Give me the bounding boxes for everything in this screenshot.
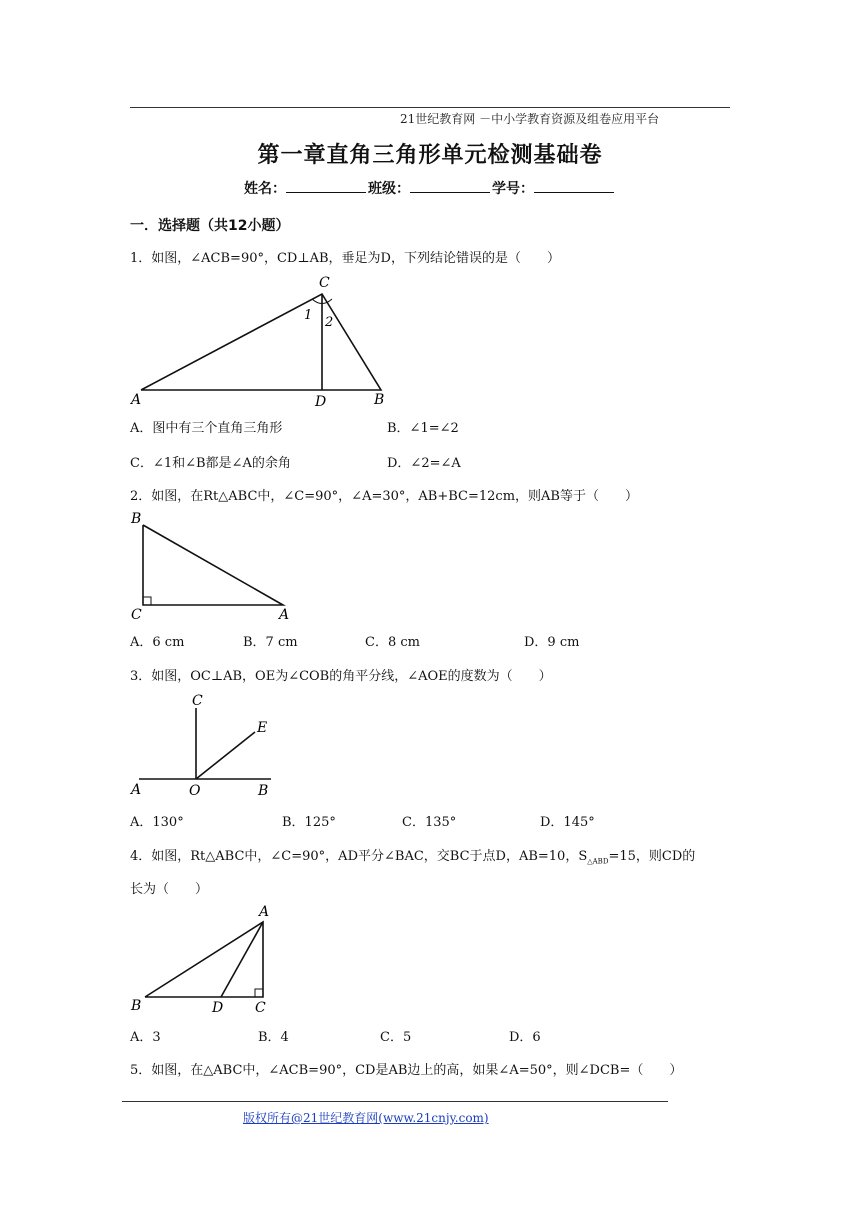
q4-option-b[interactable]: B．4 [258, 1030, 289, 1045]
page-title: 第一章直角三角形单元检测基础卷 [257, 143, 603, 168]
question-3-text: 3．如图，OC⊥AB，OE为∠COB的角平分线，∠AOE的度数为（ ） [130, 669, 552, 684]
question-5-text: 5．如图，在△ABC中，∠ACB=90°，CD是AB边上的高，如果∠A=50°，则∠DCB=（ ） [130, 1063, 683, 1078]
q4-option-a[interactable]: A．3 [130, 1030, 161, 1045]
q3-label-c: C [192, 693, 203, 709]
q1-option-d[interactable]: D．∠2=∠A [387, 456, 461, 471]
q2-option-a[interactable]: A．6 cm [130, 635, 185, 650]
q1-label-a: A [131, 392, 142, 408]
q3-option-d[interactable]: D．145° [540, 815, 595, 830]
q3-label-o: O [189, 783, 201, 799]
q4-option-c[interactable]: C．5 [380, 1030, 412, 1045]
student-info [0, 178, 860, 198]
q3-label-b: B [258, 783, 269, 799]
q3-label-e: E [257, 720, 268, 736]
header-rule [130, 107, 730, 108]
q4-option-d[interactable]: D．6 [509, 1030, 541, 1045]
q1-label-d: D [315, 394, 327, 410]
q4-label-d: D [212, 1000, 224, 1016]
footer-copyright-link[interactable]: 版权所有@21世纪教育网(www.21cnjy.com) [243, 1111, 489, 1125]
question-4-line-2: 长为（ ） [130, 882, 209, 897]
q2-option-b[interactable]: B．7 cm [243, 635, 298, 650]
section-title: 一．选择题（共12小题） [130, 218, 290, 234]
id-blank[interactable] [534, 178, 614, 193]
q2-label-a: A [279, 607, 290, 623]
q3-option-a[interactable]: A．130° [130, 815, 184, 830]
q3-label-a: A [131, 782, 142, 798]
name-blank[interactable] [286, 178, 366, 193]
q3-option-b[interactable]: B．125° [282, 815, 336, 830]
q4-label-c: C [255, 1000, 266, 1016]
question-2-figure [125, 505, 305, 625]
q1-label-1: 1 [304, 308, 313, 323]
footer-rule [122, 1101, 668, 1102]
q1-option-c[interactable]: C．∠1和∠B都是∠A的余角 [130, 456, 291, 471]
q1-label-c: C [319, 275, 330, 291]
q2-option-d[interactable]: D．9 cm [524, 635, 580, 650]
class-label: 班级： [368, 181, 410, 197]
q3-option-c[interactable]: C．135° [402, 815, 457, 830]
question-1-text: 1．如图，∠ACB=90°，CD⊥AB，垂足为D，下列结论错误的是（ ） [130, 251, 560, 266]
q1-option-b[interactable]: B．∠1=∠2 [387, 421, 459, 436]
q4-label-a: A [259, 904, 270, 920]
q4-label-b: B [131, 998, 142, 1014]
q2-label-c: C [131, 607, 142, 623]
name-label: 姓名： [244, 181, 286, 197]
q4-text-sub: △ABD [587, 857, 609, 866]
q1-option-a[interactable]: A．图中有三个直角三角形 [130, 421, 283, 436]
question-2-text: 2．如图，在Rt△ABC中，∠C=90°，∠A=30°，AB+BC=12cm，则AB等于（ ） [130, 489, 638, 504]
q1-label-2: 2 [325, 315, 334, 330]
q2-label-b: B [131, 511, 142, 527]
q4-text-b: =15，则CD的 [608, 849, 696, 864]
class-blank[interactable] [410, 178, 490, 193]
q4-text-a: 4．如图，Rt△ABC中，∠C=90°，AD平分∠BAC，交BC于点D，AB=10，S [130, 849, 588, 864]
question-1-figure [125, 270, 395, 410]
question-3-figure [125, 688, 285, 803]
q2-option-c[interactable]: C．8 cm [365, 635, 420, 650]
id-label: 学号： [492, 181, 534, 197]
header-text: 21世纪教育网 －中小学教育资源及组卷应用平台 [400, 112, 660, 126]
question-4-line-1 [130, 845, 695, 866]
q1-label-b: B [374, 392, 385, 408]
question-4-figure [125, 900, 285, 1020]
